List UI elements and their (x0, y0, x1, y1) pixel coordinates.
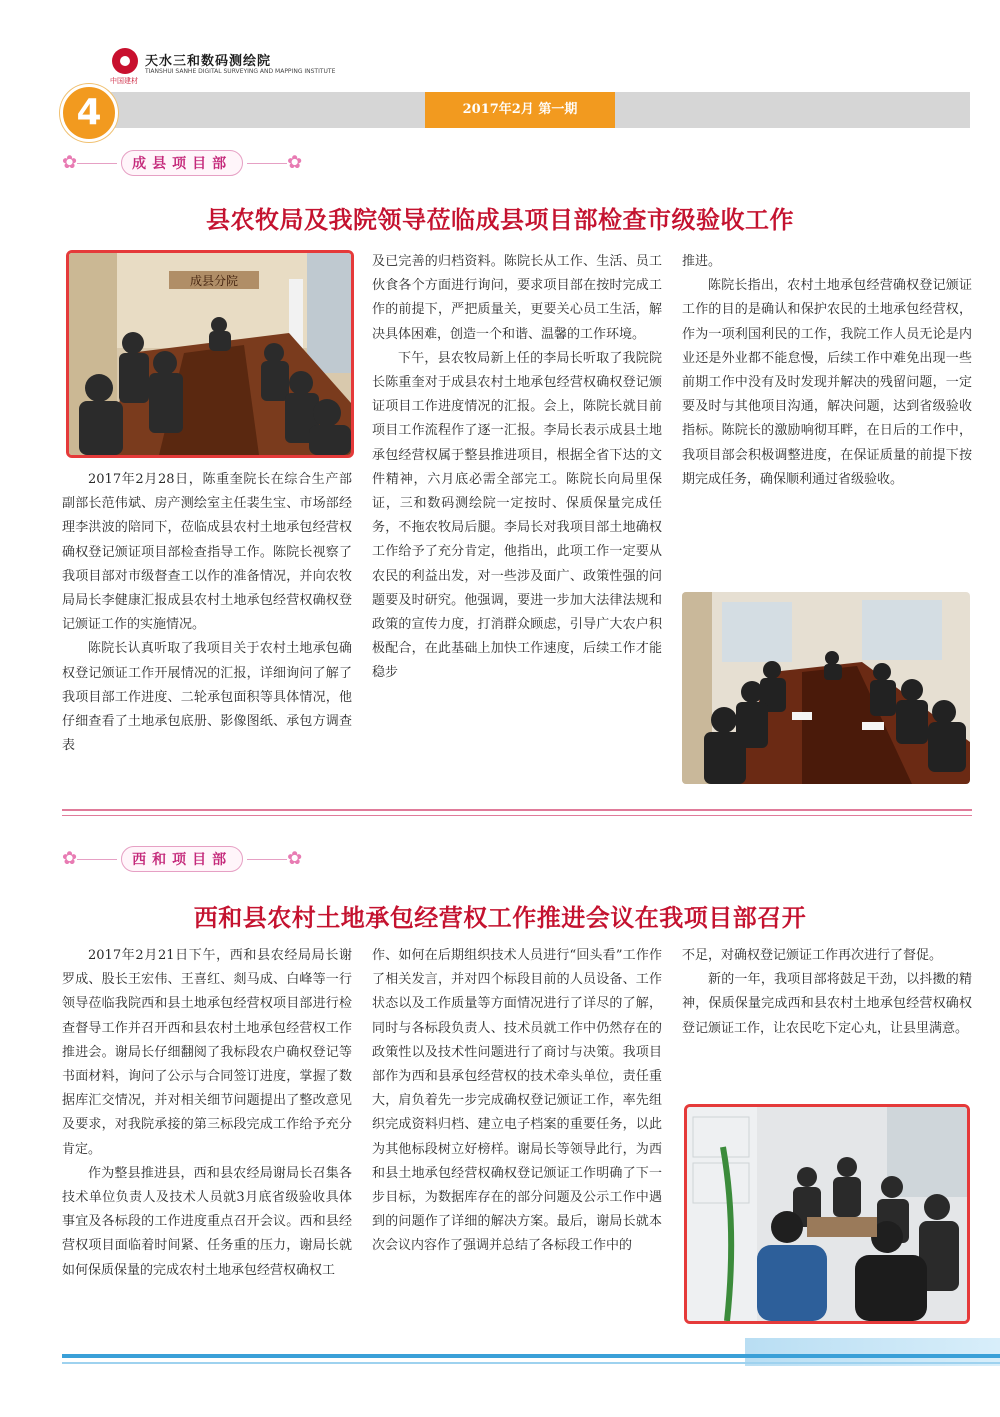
article1-column-3 (682, 250, 972, 492)
paragraph: 不足，对确权登记颁证工作再次进行了督促。 (682, 948, 943, 963)
logo-subtext: 中国建材 (110, 77, 138, 85)
institute-logo (112, 48, 138, 74)
article-title-1: 县农牧局及我院领导莅临成县项目部检查市级验收工作 (206, 206, 794, 234)
page-number: 4 (60, 84, 118, 142)
photo-wall-calligraphy: 成县分院 (189, 274, 239, 288)
article2-column-1 (62, 944, 352, 1283)
photo-conference-table (682, 592, 970, 784)
paragraph: 2017年2月21日下午，西和县农经局局长谢罗成、股长王宏伟、王喜红、剡马成、白峰等一行领导莅临我院西和县土地承包经营权项目部进行检查督导工作并召开西和县农村土地承包经营权工作推进会。谢局长仔细翻阅了我标段农户确权登记等书面材料，询问了公示与合同签订进度，掌握了数据库汇交情况，并对相关细节问题提出了整改意见及要求，对我院承接的第三标段完成工作给予充分肯定。 (62, 948, 352, 1157)
vine-ornament (77, 163, 117, 164)
flower-ornament-icon: ✿ (62, 152, 78, 173)
article-title-2: 西和县农村土地承包经营权工作推进会议在我项目部召开 (193, 904, 807, 932)
flower-ornament-icon: ✿ (287, 848, 303, 869)
vine-ornament (247, 163, 287, 164)
paragraph: 下午，县农牧局新上任的李局长听取了我院院长陈重奎对于成县农村土地承包经营权确权登记颁证项目工作进度情况的汇报。会上，陈院长就目前项目工作流程作了逐一汇报。李局长表示成县土地承包经营权属于整县推进项目，根据全省下达的文件精神，六月底必需全部完工。陈院长向局里保证，三和数码测绘院一定按时、保质保量完成任务，不拖农牧局后腿。李局长对我项目部土地确权工作给予了充分肯定，他指出，此项工作一定要从农民的利益出发，对一些涉及面广、政策性强的问题要及时研究。他强调，要进一步加大法律法规和政策的宣传力度，打消群众顾虑，引导广大农户积极配合，在此基础上加快工作速度，后续工作才能稳步 (372, 350, 662, 681)
vine-ornament (247, 859, 287, 860)
issue-date: 2017年2月 第一期 (462, 102, 578, 117)
article2-column-3 (682, 944, 972, 1041)
paragraph: 新的一年，我项目部将鼓足干劲，以抖擞的精神，保质保量完成西和县农村土地承包经营权确权登记颁证工作，让农民吃下定心丸，让县里满意。 (682, 972, 972, 1036)
org-name: 天水三和数码测绘院 (145, 54, 272, 69)
article2-column-2 (372, 944, 662, 1259)
paragraph: 陈院长认真听取了我项目关于农村土地承包确权登记颁证工作开展情况的汇报，详细询问了解了我项目部工作进度、二轮承包面积等具体情况，他仔细查看了土地承包底册、影像图纸、承包方调查表 (62, 641, 352, 754)
section-label-text: 西和项目部 (121, 846, 243, 872)
flower-ornament-icon: ✿ (287, 152, 303, 173)
section-label-text: 成县项目部 (121, 150, 243, 176)
paragraph: 作为整县推进县，西和县农经局谢局长召集各技术单位负责人及技术人员就3月底省级验收具体事宜及各标段的工作进度重点召开会议。西和县经营权项目面临着时间紧、任务重的压力，谢局长就如何保质保量的完成农村土地承包经营权确权工 (62, 1165, 352, 1278)
flower-ornament-icon: ✿ (62, 848, 78, 869)
paragraph: 推进。 (682, 254, 722, 269)
vine-ornament (77, 859, 117, 860)
photo-group-discussion (684, 1104, 970, 1324)
article1-column-1 (62, 468, 352, 758)
paragraph: 作、如何在后期组织技术人员进行“回头看”工作作了相关发言，并对四个标段目前的人员设备、工作状态以及工作质量等方面情况进行了详尽的了解，同时与各标段负责人、技术员就工作中仍然存在的政策性以及技术性问题进行了商讨与决策。我项目部作为西和县承包经营权的技术牵头单位，责任重大，肩负着先一步完成确权登记颁证工作，率先组织完成资料归档、建立电子档案的重要任务，以此为其他标段树立好榜样。谢局长等领导此行，为西和县土地承包经营权确权登记颁证工作明确了下一步目标，为数据库存在的部分问题及公示工作中遇到的问题作了详细的解决方案。最后，谢局长就本次会议内容作了强调并总结了各标段工作中的 (372, 948, 662, 1254)
photo-meeting-chengxian (66, 250, 354, 458)
section-label-xihe (62, 844, 302, 874)
org-name-en: TIANSHUI SANHE DIGITAL SURVEYING AND MAPPING INSTITUTE (145, 68, 336, 75)
section-divider (62, 806, 972, 820)
paragraph: 陈院长指出，农村土地承包经营确权登记颁证工作的目的是确认和保护农民的土地承包经营权，作为一项利国利民的工作，我院工作人员无论是内业还是外业都不能怠慢，后续工作中难免出现一些前期工作中没有及时发现并解决的残留问题，一定要及时与其他项目沟通，解决问题，达到省级验收指标。陈院长的激励响彻耳畔，在日后的工作中，我项目部会积极调整进度，在保证质量的前提下按期完成任务，确保顺利通过省级验收。 (682, 278, 972, 487)
article1-column-2 (372, 250, 662, 686)
footer-line (62, 1354, 1000, 1358)
paragraph: 及已完善的归档资料。陈院长从工作、生活、员工伙食各个方面进行询问，要求项目部在按时完成工作的前提下，严把质量关，更要关心员工生活，解决具体困难，创造一个和谐、温馨的工作环境。 (372, 254, 662, 342)
footer-line (62, 1362, 1000, 1364)
section-label-chengxian (62, 148, 302, 178)
paragraph: 2017年2月28日，陈重奎院长在综合生产部副部长范伟斌、房产测绘室主任裴生宝、市场部经理李洪波的陪同下，莅临成县农村土地承包经营权确权登记颁证项目部检查指导工作。陈院长视察了我项目部对市级督查工以作的准备情况，并向农牧局局长李健康汇报成县农村土地承包经营权确权登记颁证工作的实施情况。 (62, 472, 352, 633)
